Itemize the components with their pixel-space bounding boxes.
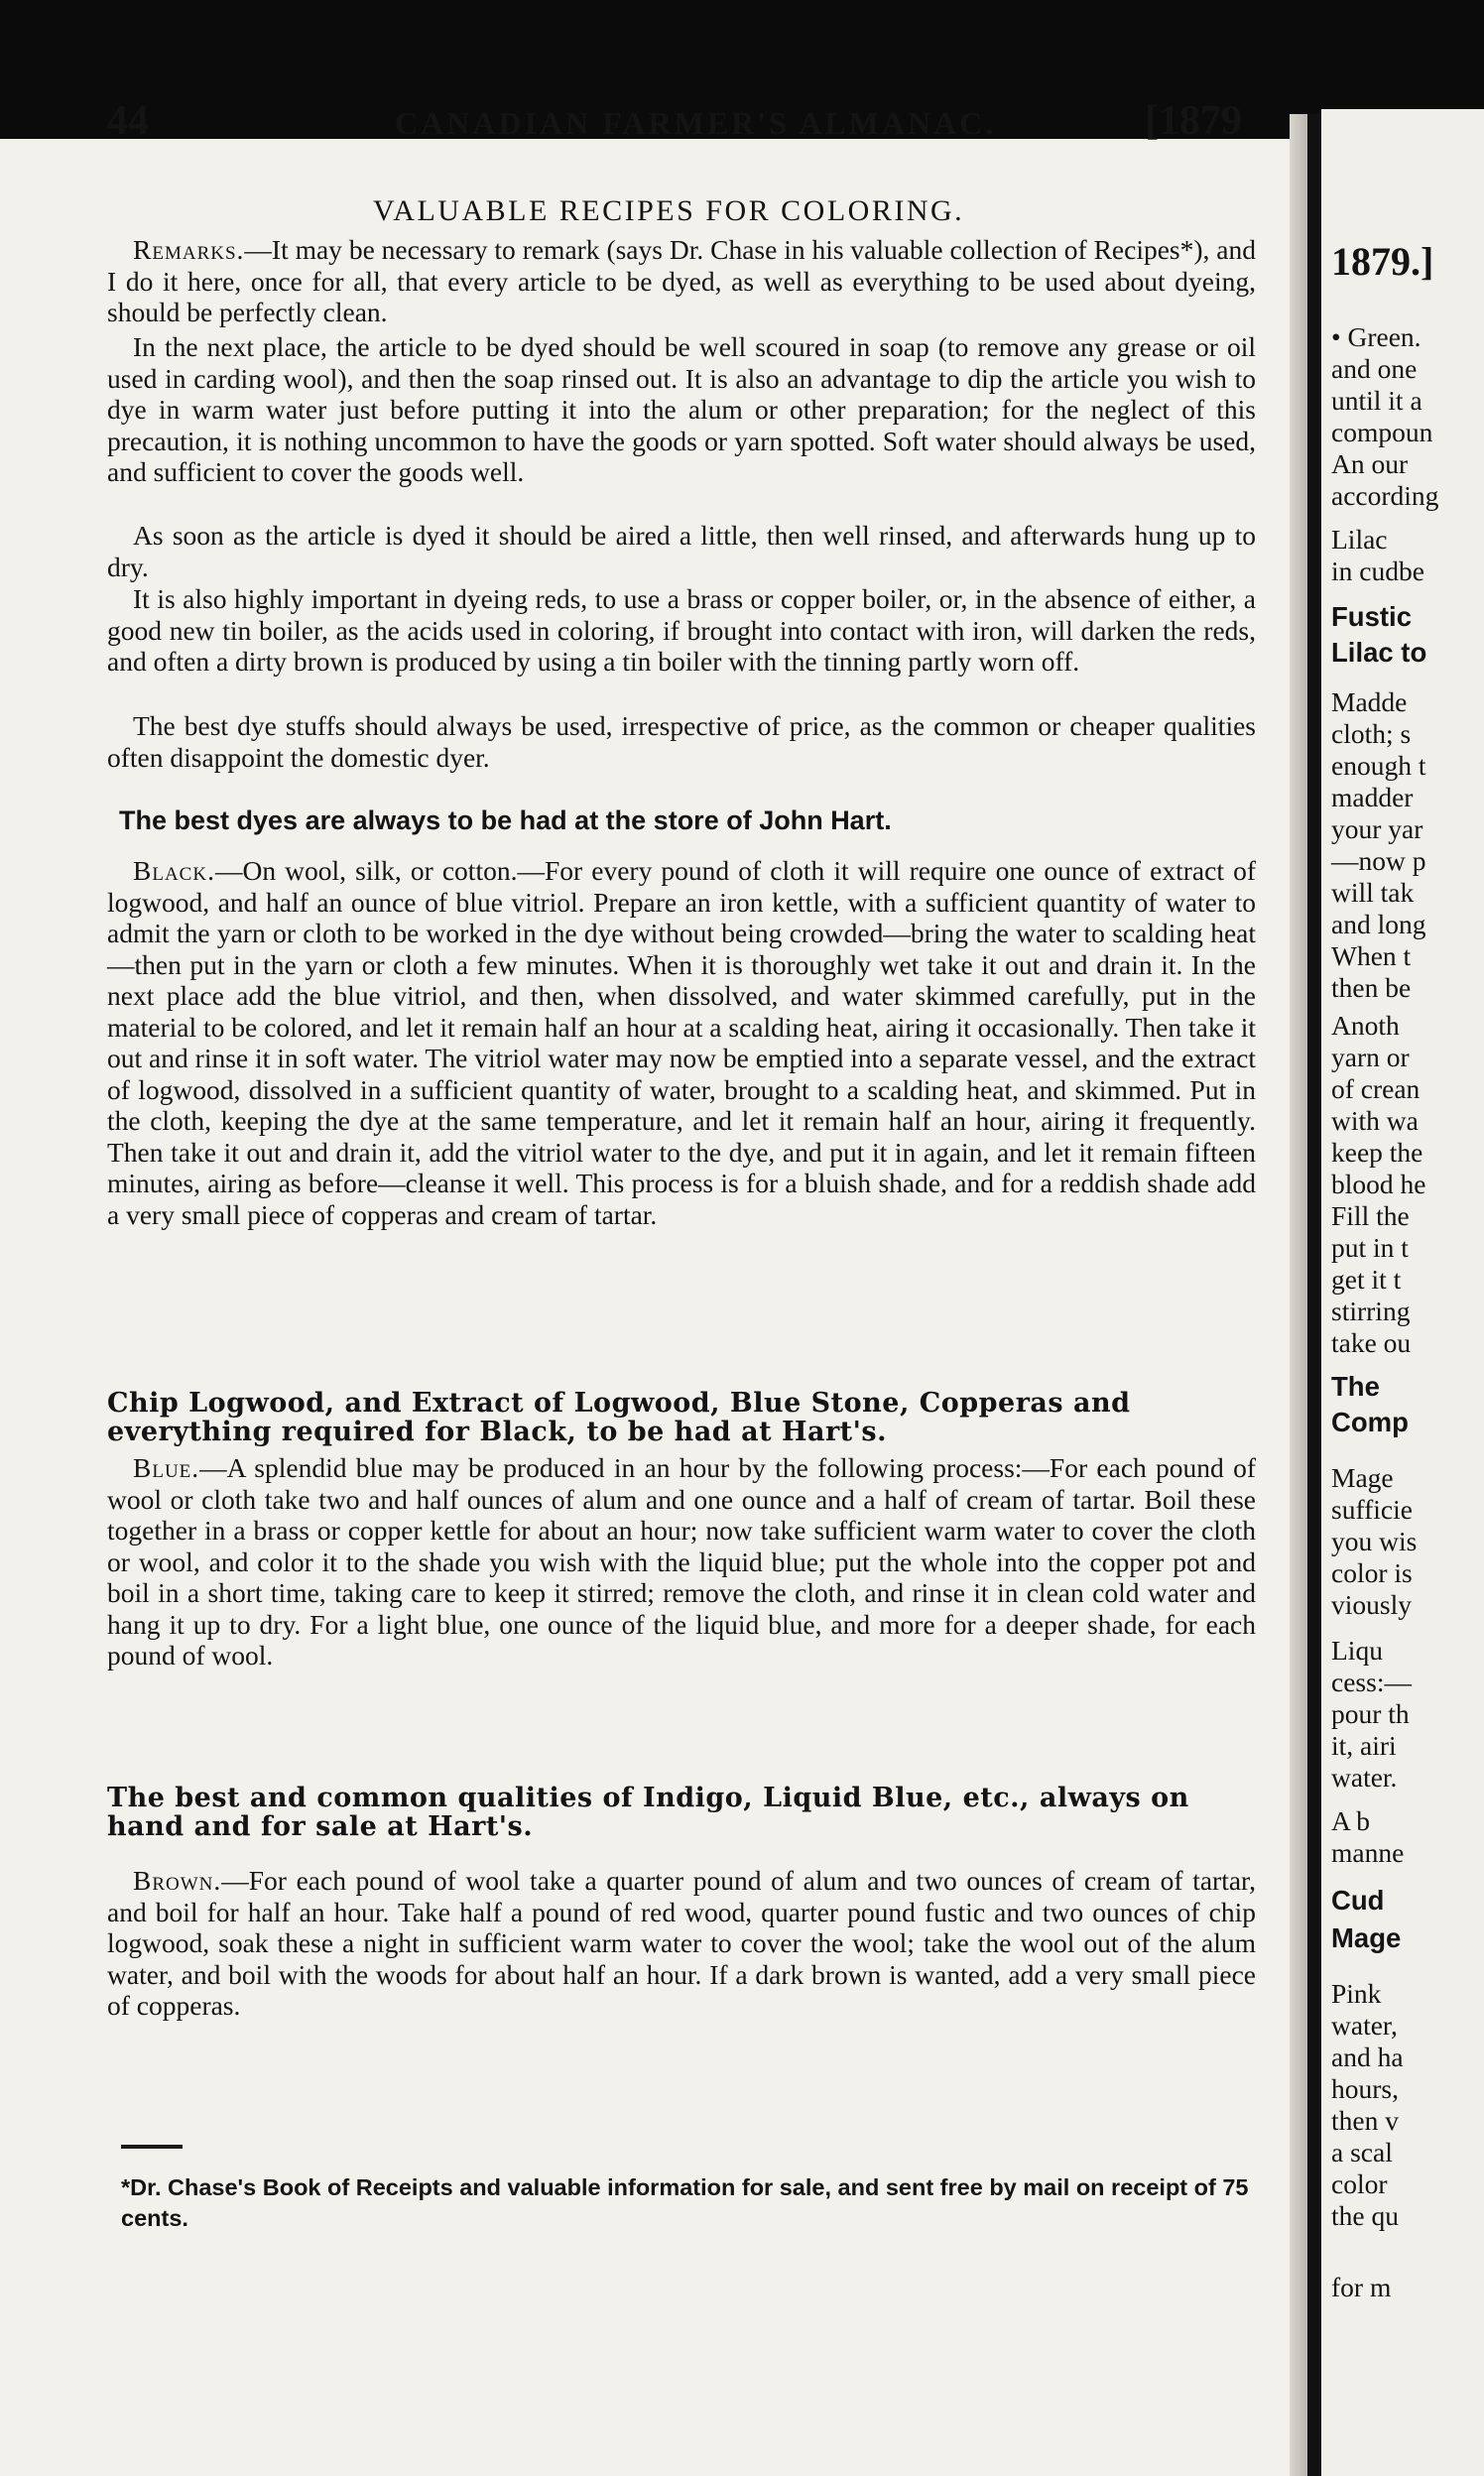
facing-line: for m bbox=[1331, 2272, 1392, 2302]
facing-line: madder bbox=[1331, 782, 1414, 812]
facing-line: according bbox=[1331, 480, 1439, 511]
paragraph-lead: Blue. bbox=[133, 1452, 200, 1483]
facing-line: your yar bbox=[1331, 813, 1423, 844]
facing-line: Madde bbox=[1331, 686, 1408, 717]
facing-line: enough t bbox=[1331, 750, 1426, 781]
facing-line: and ha bbox=[1331, 2042, 1404, 2072]
paragraph-lead: Black. bbox=[133, 855, 215, 886]
facing-line: Pink bbox=[1331, 1978, 1382, 2009]
page-title: VALUABLE RECIPES FOR COLORING. bbox=[373, 194, 965, 227]
facing-line: with wa bbox=[1331, 1105, 1419, 1136]
facing-line: put in t bbox=[1331, 1232, 1409, 1263]
facing-line: Liqu bbox=[1331, 1635, 1383, 1666]
facing-line: hours, bbox=[1331, 2073, 1399, 2104]
page-number: 44 bbox=[107, 98, 149, 144]
facing-line: • Green. bbox=[1331, 321, 1422, 352]
facing-line: Anoth bbox=[1331, 1010, 1400, 1041]
facing-line: yarn or bbox=[1331, 1042, 1410, 1072]
facing-line: When t bbox=[1331, 940, 1412, 971]
paragraph-black bbox=[107, 855, 1256, 1230]
facing-line: Mage bbox=[1331, 1462, 1394, 1493]
facing-line: sufficie bbox=[1331, 1494, 1413, 1525]
facing-line: A b bbox=[1331, 1805, 1370, 1836]
paragraph-blue bbox=[107, 1452, 1256, 1671]
facing-line: cess:— bbox=[1331, 1667, 1412, 1697]
facing-line: and one bbox=[1331, 353, 1418, 384]
facing-line: compoun bbox=[1331, 417, 1433, 447]
paragraph-lead: Remarks. bbox=[133, 234, 245, 265]
facing-line: in cudbe bbox=[1331, 556, 1424, 586]
footnote: *Dr. Chase's Book of Receipts and valuable information for sale, and sent free by mail on receipt of 75 cents. bbox=[121, 2174, 1249, 2231]
paragraph-text: —On wool, silk, or cotton.—For every pound of cloth it will require one ounce of extract of logwood, and half an ounce of blue vitriol. Prepare an iron kettle, with a sufficient quantity of water to admit the yarn or cloth to be worked in the dye without being crowded—bring the water to scalding heat—then put in the yarn or cloth a few minutes. When it is thoroughly wet take it out and drain it. In the next place add the blue vitriol, and then, when dissolved, and water skimmed carefully, put in the material to be colored, and let it remain half an hour at a scalding heat, airing it occasionally. Then take it out and rinse it in soft water. The vitriol water may now be emptied into a separate vessel, and the extract of logwood, dissolved in a sufficient quantity of water, brought to a scalding heat, and skimmed. Put in the cloth, keeping the dye at the same temperature, and let it remain half an hour, airing it frequently. Then take it out and drain it, add the vitriol water to the dye, and put it in again, and let it remain fifteen minutes, airing as before—cleanse it well. This process is for a bluish shade, and for a reddish shade add a very small piece of copperas and cream of tartar. bbox=[107, 855, 1256, 1230]
facing-line: cloth; s bbox=[1331, 718, 1412, 749]
facing-line: will tak bbox=[1331, 877, 1415, 908]
facing-line: then v bbox=[1331, 2105, 1399, 2136]
facing-line: Fustic bbox=[1331, 601, 1412, 632]
paragraph-lead: Brown. bbox=[133, 1865, 222, 1896]
facing-line: color bbox=[1331, 2168, 1388, 2199]
notice-best-dyes: The best dyes are always to be had at the store of John Hart. bbox=[119, 805, 892, 835]
facing-page bbox=[1321, 109, 1484, 2476]
facing-line: water. bbox=[1331, 1762, 1398, 1793]
facing-line: Lilac to bbox=[1331, 637, 1427, 668]
paragraph-reds: It is also highly important in dyeing reds, to use a brass or copper boiler, or, in the absence of either, a good new tin boiler, as the acids used in coloring, if brought into contact with iron, will darken the reds, and often a dirty brown is produced by using a tin boiler with the tinning partly worn off. bbox=[107, 583, 1256, 677]
footnote-rule bbox=[121, 2145, 183, 2149]
facing-line: take ou bbox=[1331, 1327, 1412, 1358]
running-head-year: [1879 bbox=[1145, 98, 1242, 144]
paragraph-remarks bbox=[107, 234, 1256, 328]
facing-line: then be bbox=[1331, 972, 1412, 1003]
facing-line: Lilac bbox=[1331, 524, 1388, 555]
facing-line: Comp bbox=[1331, 1407, 1409, 1437]
paragraph-brown bbox=[107, 1865, 1256, 2022]
paragraph-best-stuffs: The best dye stuffs should always be used, irrespective of price, as the common or cheaper qualities often disappoint the domestic dyer. bbox=[107, 710, 1256, 773]
facing-line: Mage bbox=[1331, 1922, 1402, 1953]
facing-line: pour th bbox=[1331, 1698, 1410, 1729]
left-page bbox=[0, 139, 1311, 2476]
running-head bbox=[107, 97, 1258, 157]
facing-line: color is bbox=[1331, 1557, 1413, 1588]
facing-line: you wis bbox=[1331, 1526, 1418, 1556]
paragraph-text: —For each pound of wool take a quarter pound of alum and two ounces of cream of tartar, and boil for half an hour. Take half a pound of red wood, quarter pound fustic and two ounces of chip logwood, soak these a night in sufficient warm water to cover the wool; take the wool out of the alum water, and boil with the woods for about half an hour. If a dark brown is wanted, add a very small piece of copperas. bbox=[107, 1865, 1256, 2021]
facing-page-year: 1879.] bbox=[1331, 239, 1434, 284]
facing-line: and long bbox=[1331, 909, 1426, 939]
notice-chip-logwood: Chip Logwood, and Extract of Logwood, Blue Stone, Copperas and everything required for Black, to be had at Hart's. bbox=[107, 1388, 1131, 1447]
paragraph-as-soon: As soon as the article is dyed it should be aired a little, then well rinsed, and afterwards hung up to dry. bbox=[107, 520, 1256, 582]
paragraph-text: —It may be necessary to remark (says Dr. Chase in his valuable collection of Recipes*), and I do it here, once for all, that every article to be dyed, as well as everything to be used about dyeing, should be perfectly clean. bbox=[107, 234, 1256, 327]
facing-line: the qu bbox=[1331, 2200, 1399, 2231]
facing-line: stirring bbox=[1331, 1296, 1411, 1326]
facing-line: The bbox=[1331, 1371, 1380, 1402]
facing-line: until it a bbox=[1331, 385, 1422, 416]
notice-indigo: The best and common qualities of Indigo, Liquid Blue, etc., always on hand and for sale at Hart's. bbox=[107, 1783, 1189, 1842]
facing-line: viously bbox=[1331, 1589, 1412, 1620]
facing-line: blood he bbox=[1331, 1169, 1426, 1199]
paragraph-text: —A splendid blue may be produced in an hour by the following process:—For each pound of wool or cloth take two and half ounces of alum and one ounce and a half of cream of tartar. Boil these together in a brass or copper kettle for about an hour; now take sufficient warm water to cover the cloth or wool, and color it to the shade you wish with the liquid blue; put the whole into the copper pot and boil in a short time, taking care to keep it stirred; remove the cloth, and rinse it in clean cold water and hang it up to dry. For a light blue, one ounce of the liquid blue, and more for a deeper shade, for each pound of wool. bbox=[107, 1452, 1256, 1671]
facing-line: —now p bbox=[1331, 845, 1426, 876]
facing-line: of crean bbox=[1331, 1073, 1421, 1104]
almanac-title: CANADIAN FARMER'S ALMANAC. bbox=[395, 105, 997, 141]
paragraph-next-place: In the next place, the article to be dyed should be well scoured in soap (to remove any grease or oil used in carding wool), and then the soap rinsed out. It is also an advantage to dip the article you wish to dye in warm water just before putting it into the alum or other preparation; for the neglect of this precaution, it is nothing uncommon to have the goods or yarn spotted. Soft water should always be used, and sufficient to cover the goods well. bbox=[107, 331, 1256, 487]
facing-line: a scal bbox=[1331, 2137, 1393, 2167]
book-spine bbox=[1307, 114, 1321, 2476]
facing-line: Fill the bbox=[1331, 1200, 1410, 1231]
facing-line: manne bbox=[1331, 1837, 1405, 1868]
facing-line: keep the bbox=[1331, 1137, 1423, 1168]
facing-line: it, airi bbox=[1331, 1730, 1397, 1761]
facing-line: Cud bbox=[1331, 1885, 1385, 1916]
facing-line: get it t bbox=[1331, 1264, 1402, 1295]
facing-line: An our bbox=[1331, 448, 1409, 479]
facing-line: water, bbox=[1331, 2010, 1398, 2041]
